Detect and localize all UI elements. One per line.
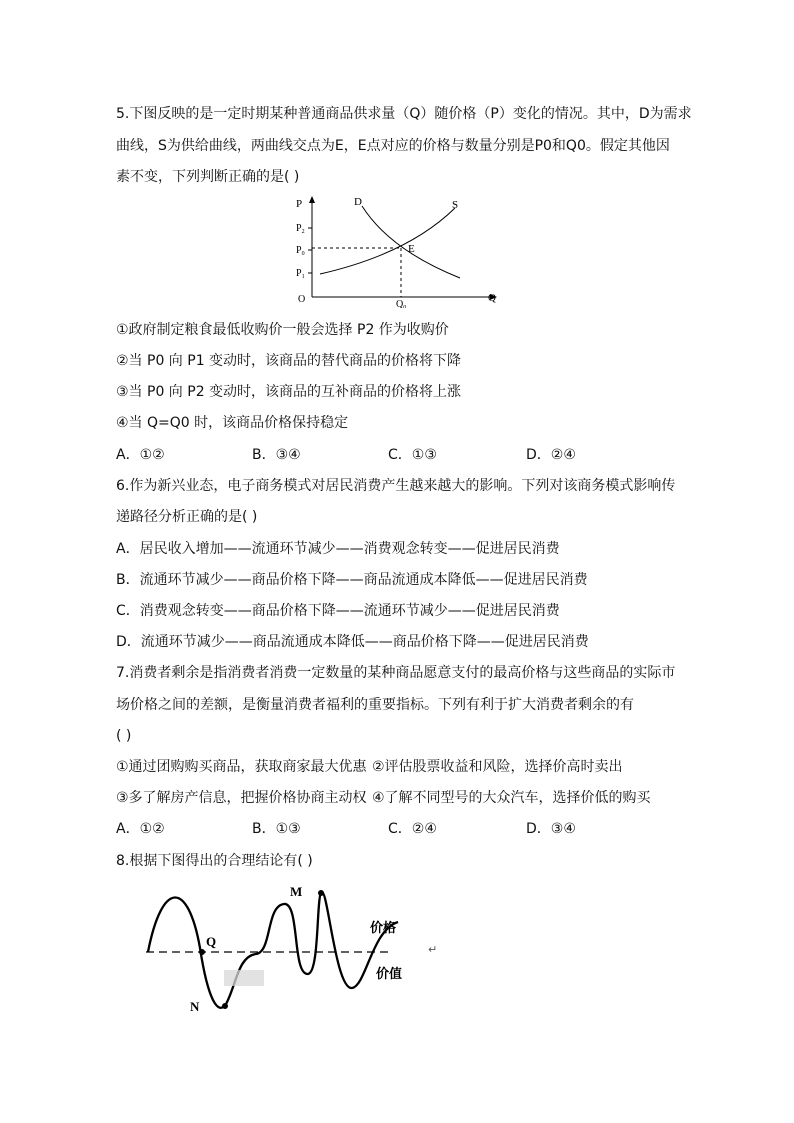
axis-q-label: Q (488, 292, 496, 304)
q8-line-1: 8.根据下图得出的合理结论有( ) (116, 853, 313, 869)
q5-option-b: B．③④ (252, 447, 301, 463)
q5-option-a: A．①② (116, 447, 165, 463)
origin-label: O (298, 294, 306, 305)
q7-line-2: 场价格之间的差额，是衡量消费者福利的重要指标。下列有利于扩大消费者剩余的有 (116, 697, 634, 713)
q5-statement-4: ④当 Q=Q0 时，该商品价格保持稳定 (116, 415, 349, 431)
supply-label: S (452, 199, 459, 211)
q7-option-b: B．①③ (252, 821, 301, 837)
q6-option-c: C．消费观念转变——商品价格下降——流通环节减少——促进居民消费 (116, 603, 560, 619)
q7-line-3: ( ) (116, 728, 132, 744)
label-n: N (190, 999, 200, 1014)
q5-statement-2: ②当 P0 向 P1 变动时，该商品的替代商品的价格将下降 (116, 353, 462, 369)
supply-demand-graph (290, 190, 505, 308)
label-price: 价格 (370, 920, 397, 935)
q7-option-c: C．②④ (388, 821, 437, 837)
q6-option-a: A．居民收入增加——流通环节减少——消费观念转变——促进居民消费 (116, 541, 560, 557)
q7-statement-1: ①通过团购购买商品，获取商家最大优惠 (116, 759, 367, 775)
point-m (318, 890, 324, 896)
q7-line-1: 7.消费者剩余是指消费者消费一定数量的某种商品愿意支付的最高价格与这些商品的实际市 (116, 665, 676, 681)
q7-statement-2: ②评估股票收益和风险，选择价高时卖出 (372, 759, 623, 775)
label-q: Q (206, 934, 217, 949)
svg-text:P2: $P_2$ (296, 223, 305, 235)
q6-line-2: 递路径分析正确的是( ) (116, 509, 258, 525)
axis-p-label: P (296, 198, 303, 210)
q6-option-d: D．流通环节减少——商品流通成本降低——商品价格下降——促进居民消费 (116, 634, 589, 650)
q6-line-1: 6.作为新兴业态，电子商务模式对居民消费产生越来越大的影响。下列对该商务模式影响传 (116, 478, 676, 494)
q5-option-c: C．①③ (388, 447, 437, 463)
svg-text:Q0: $Q_0$ (396, 299, 407, 308)
point-q (199, 949, 205, 955)
point-n (222, 1003, 228, 1009)
q5-line-3: 素不变，下列判断正确的是( ) (116, 169, 300, 185)
price-value-graph (140, 880, 440, 1015)
q7-option-d: D．③④ (526, 821, 576, 837)
q5-line-2: 曲线，S为供给曲线，两曲线交点为E，E点对应的价格与数量分别是P0和Q0。假定其他因 (116, 138, 670, 154)
paragraph-return-mark: ↵ (428, 943, 438, 956)
supply-curve (320, 208, 455, 274)
q5-statement-3: ③当 P0 向 P2 变动时，该商品的互补商品的价格将上涨 (116, 384, 462, 400)
q6-option-b: B．流通环节减少——商品价格下降——商品流通成本降低——促进居民消费 (116, 572, 588, 588)
q7-statement-4: ④了解不同型号的大众汽车，选择价低的购买 (372, 790, 651, 806)
q7-option-a: A．①② (116, 821, 165, 837)
q7-statement-3: ③多了解房产信息，把握价格协商主动权 (116, 790, 367, 806)
label-value: 价值 (376, 966, 403, 981)
svg-text:P0: $P_0$ (296, 245, 305, 257)
svg-text:P1: $P_1$ (296, 268, 305, 280)
equilibrium-label: E (408, 243, 415, 255)
q5-line-1: 5.下图反映的是一定时期某种普通商品供求量（Q）随价格（P）变化的情况。其中，D为需求 (116, 106, 692, 122)
label-m: M (290, 884, 303, 899)
q5-statement-1: ①政府制定粮食最低收购价一般会选择 P2 作为收购价 (116, 322, 449, 338)
price-curve (148, 892, 398, 1008)
demand-label: D (354, 196, 362, 208)
q5-option-d: D．②④ (526, 447, 576, 463)
